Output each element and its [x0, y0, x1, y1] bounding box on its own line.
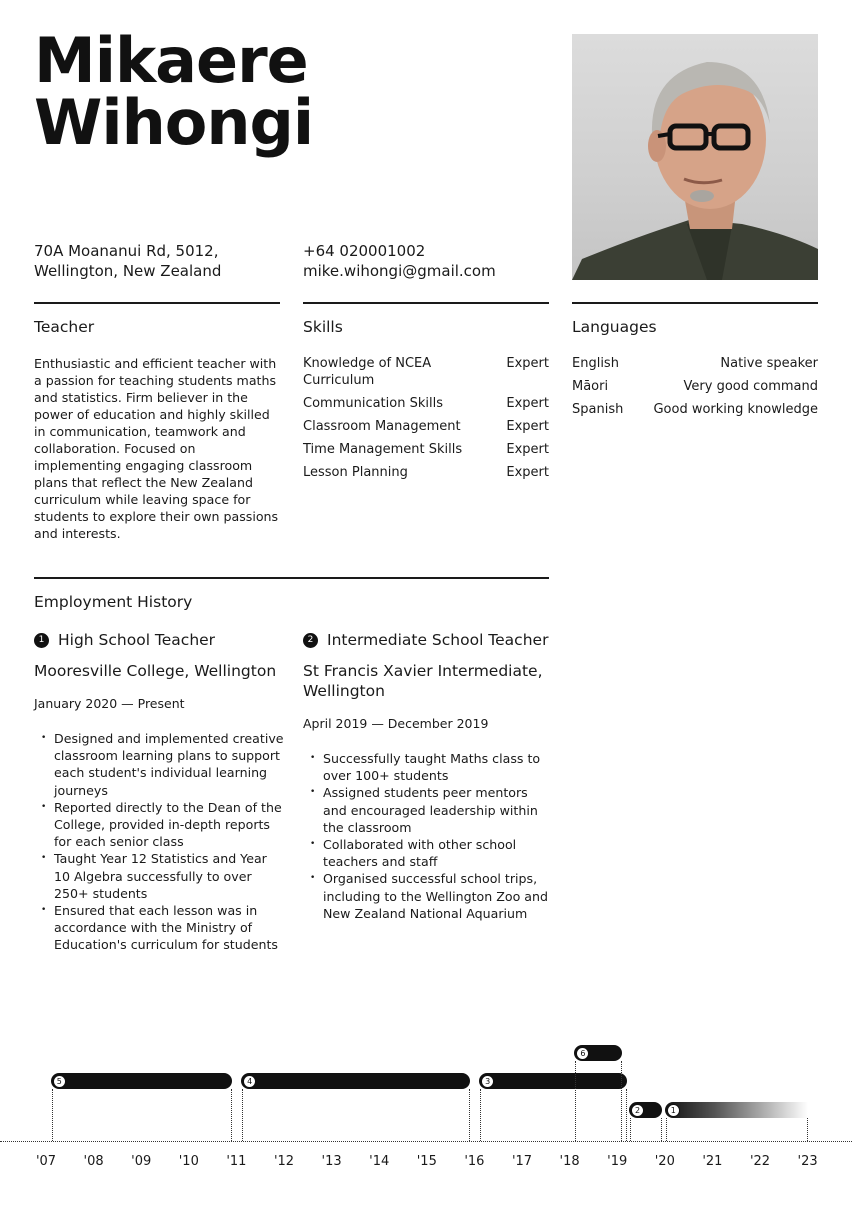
job-bullet: • Assigned students peer mentors and encouraged leadership within the classroom: [323, 784, 553, 836]
divider-profile: [34, 302, 280, 304]
portrait-illustration: [572, 34, 818, 280]
skill-row: [303, 441, 549, 458]
timeline-drop-line: [480, 1089, 481, 1141]
timeline-axis: [0, 1141, 852, 1142]
timeline-drop-line: [621, 1061, 622, 1141]
language-row: [572, 355, 818, 372]
timeline-drop-line: [630, 1118, 631, 1141]
language-level: Native speaker: [720, 356, 818, 371]
timeline-drop-line: [469, 1089, 470, 1141]
skill-name: Time Management Skills: [303, 442, 463, 457]
job-bullet: • Reported directly to the Dean of the College, provided in-depth reports for each senior class: [54, 799, 284, 851]
timeline-tick-label: '23: [797, 1154, 818, 1169]
timeline-bar-number: 4: [243, 1075, 256, 1088]
job-dates: January 2020 — Present: [34, 696, 185, 711]
timeline-bar: [51, 1073, 232, 1089]
timeline-tick-label: '11: [226, 1154, 247, 1169]
job-employer: Mooresville College, Wellington: [34, 662, 277, 680]
timeline-drop-line: [242, 1089, 243, 1141]
language-name: English: [572, 356, 619, 371]
skill-level: Expert: [506, 396, 549, 411]
job-entry: [303, 630, 553, 922]
timeline-bar-number: 5: [53, 1075, 66, 1088]
skill-level: Expert: [506, 356, 549, 371]
language-row: [572, 401, 818, 418]
job-number-badge: 2: [303, 633, 318, 648]
profile-photo: [572, 34, 818, 280]
job-bullet: • Designed and implemented creative classroom learning plans to support each student's individual learning journeys: [54, 730, 284, 799]
skill-row: [303, 395, 549, 412]
timeline-bar: [629, 1102, 662, 1118]
skill-name: Knowledge of NCEA Curriculum: [303, 356, 432, 388]
timeline-bar: [665, 1102, 808, 1118]
job-bullets: [303, 750, 553, 922]
divider-skills: [303, 302, 549, 304]
skill-level: Expert: [506, 442, 549, 457]
timeline-tick-label: '17: [511, 1154, 533, 1169]
phone-number[interactable]: +64 020001002: [303, 242, 426, 260]
timeline-bar: [574, 1045, 622, 1061]
job-bullet: • Organised successful school trips, including to the Wellington Zoo and New Zealand National Aquarium: [323, 870, 553, 922]
skill-row: [303, 464, 549, 481]
profile-summary: Enthusiastic and efficient teacher with a passion for teaching students maths and statistics. Firm believer in the power of education and highly skilled in communication, teamwork and collaboration. Focused on implementing engaging classroom plans that reflect the New Zealand curriculum while leaving space for students to explore their own passions and interests.: [34, 356, 279, 541]
divider-languages: [572, 302, 818, 304]
address-line-2: Wellington, New Zealand: [34, 262, 222, 280]
timeline-tick-label: '18: [559, 1154, 580, 1169]
job-bullet: • Successfully taught Maths class to over 100+ students: [323, 750, 553, 784]
job-employer: St Francis Xavier Intermediate, Wellington: [303, 662, 543, 700]
skill-name: Communication Skills: [303, 396, 443, 411]
timeline-bar-number: 1: [667, 1104, 680, 1117]
timeline-drop-line: [231, 1089, 232, 1141]
candidate-last-name: Wihongi: [34, 86, 314, 159]
language-level: Good working knowledge: [653, 402, 818, 417]
job-bullets: [34, 730, 284, 954]
language-name: Māori: [572, 379, 609, 394]
contact-block: [303, 241, 496, 281]
job-bullet: • Collaborated with other school teachers and staff: [323, 836, 553, 870]
timeline-bar-number: 2: [631, 1104, 644, 1117]
timeline-tick-label: '15: [416, 1154, 437, 1169]
timeline-tick-label: '12: [273, 1154, 295, 1169]
job-dates: April 2019 — December 2019: [303, 716, 489, 731]
timeline-tick-label: '13: [321, 1154, 342, 1169]
timeline-bar-number: 6: [576, 1047, 589, 1060]
email-address[interactable]: mike.wihongi@gmail.com: [303, 262, 496, 280]
job-bullet: • Taught Year 12 Statistics and Year 10 Algebra successfully to over 250+ students: [54, 850, 284, 902]
timeline-drop-line: [666, 1118, 667, 1141]
timeline-bar-number: 3: [481, 1075, 494, 1088]
job-title-line: [34, 630, 284, 650]
skill-row: [303, 355, 549, 389]
timeline-drop-line: [807, 1118, 808, 1141]
timeline-tick-label: '09: [131, 1154, 152, 1169]
timeline-tick-label: '10: [178, 1154, 199, 1169]
timeline-tick-label: '07: [35, 1154, 57, 1169]
timeline-drop-line: [52, 1089, 53, 1141]
job-number-badge: 1: [34, 633, 49, 648]
timeline-drop-line: [626, 1089, 627, 1141]
employment-title: Employment History: [34, 593, 193, 611]
address-block: [34, 241, 221, 281]
skill-level: Expert: [506, 419, 549, 434]
language-level: Very good command: [683, 379, 818, 394]
language-row: [572, 378, 818, 395]
timeline-bar: [479, 1073, 627, 1089]
timeline-tick-label: '19: [607, 1154, 628, 1169]
job-title: High School Teacher: [58, 631, 216, 649]
job-entry: [34, 630, 284, 954]
timeline-bar: [241, 1073, 469, 1089]
skill-name: Classroom Management: [303, 419, 461, 434]
timeline-tick-label: '22: [749, 1154, 771, 1169]
job-bullet: • Ensured that each lesson was in accordance with the Ministry of Education's curriculum for students: [54, 902, 284, 954]
profile-title: Teacher: [34, 318, 95, 336]
skill-level: Expert: [506, 465, 549, 480]
timeline-tick-label: '14: [369, 1154, 390, 1169]
timeline-drop-line: [661, 1118, 662, 1141]
language-name: Spanish: [572, 402, 624, 417]
timeline-tick-label: '21: [702, 1154, 723, 1169]
timeline-drop-line: [575, 1061, 576, 1141]
skill-row: [303, 418, 549, 435]
skills-title: Skills: [303, 318, 343, 336]
job-title-line: [303, 630, 553, 650]
skill-name: Lesson Planning: [303, 465, 408, 480]
timeline-tick-label: '08: [83, 1154, 104, 1169]
divider-employment: [34, 577, 549, 579]
address-line-1: 70A Moananui Rd, 5012,: [34, 242, 219, 260]
timeline-tick-label: '16: [464, 1154, 485, 1169]
candidate-first-name: Mikaere: [34, 24, 308, 97]
job-title: Intermediate School Teacher: [327, 631, 549, 649]
timeline-tick-label: '20: [654, 1154, 675, 1169]
languages-title: Languages: [572, 318, 657, 336]
